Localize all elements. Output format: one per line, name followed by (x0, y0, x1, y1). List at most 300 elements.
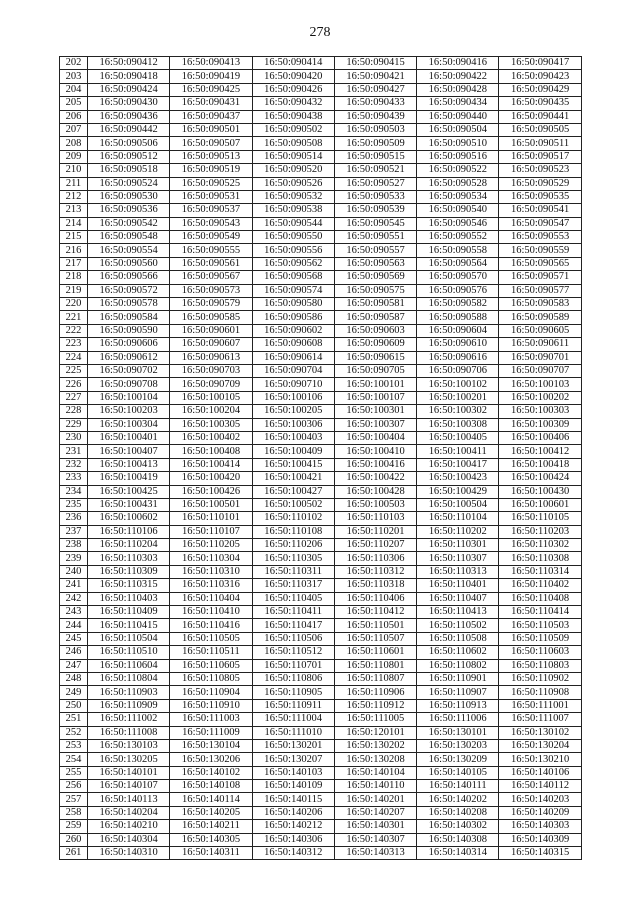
cadastral-number-cell: 16:50:090608 (252, 338, 334, 351)
cadastral-number-cell: 16:50:100304 (88, 418, 170, 431)
table-row (60, 632, 582, 645)
cadastral-number-cell: 16:50:111007 (499, 713, 581, 726)
cadastral-number-cell: 16:50:090522 (417, 164, 499, 177)
cadastral-number-cell: 16:50:110506 (252, 632, 334, 645)
cadastral-number-cell: 16:50:100422 (334, 472, 416, 485)
table-row (60, 565, 582, 578)
cadastral-number-cell: 16:50:110409 (88, 606, 170, 619)
row-number-cell: 211 (60, 177, 88, 190)
row-number-cell: 227 (60, 391, 88, 404)
cadastral-number-cell: 16:50:140211 (170, 820, 252, 833)
cadastral-number-cell: 16:50:110407 (417, 592, 499, 605)
table-row (60, 378, 582, 391)
row-number-cell: 225 (60, 364, 88, 377)
row-number-cell: 216 (60, 244, 88, 257)
cadastral-number-cell: 16:50:110803 (499, 659, 581, 672)
cadastral-number-cell: 16:50:090424 (88, 83, 170, 96)
row-number-cell: 234 (60, 485, 88, 498)
row-number-cell: 204 (60, 83, 88, 96)
cadastral-number-cell: 16:50:140314 (417, 847, 499, 860)
table-row (60, 753, 582, 766)
cadastral-number-cell: 16:50:110910 (170, 699, 252, 712)
cadastral-number-cell: 16:50:090581 (334, 298, 416, 311)
cadastral-number-cell: 16:50:090532 (252, 190, 334, 203)
row-number-cell: 205 (60, 97, 88, 110)
table-row (60, 847, 582, 860)
row-number-cell: 237 (60, 525, 88, 538)
cadastral-number-cell: 16:50:090612 (88, 351, 170, 364)
table-row (60, 539, 582, 552)
cadastral-number-cell: 16:50:110104 (417, 512, 499, 525)
cadastral-number-cell: 16:50:090549 (170, 231, 252, 244)
cadastral-number-cell: 16:50:140205 (170, 806, 252, 819)
cadastral-number-cell: 16:50:090611 (499, 338, 581, 351)
row-number-cell: 254 (60, 753, 88, 766)
table-row (60, 97, 582, 110)
cadastral-number-cell: 16:50:100406 (499, 431, 581, 444)
cadastral-number-cell: 16:50:090582 (417, 298, 499, 311)
cadastral-number-cell: 16:50:090601 (170, 324, 252, 337)
cadastral-number-cell: 16:50:111008 (88, 726, 170, 739)
cadastral-number-cell: 16:50:140114 (170, 793, 252, 806)
page-number: 278 (309, 25, 331, 40)
table-row (60, 739, 582, 752)
table-row (60, 123, 582, 136)
cadastral-number-cell: 16:50:090563 (334, 257, 416, 270)
cadastral-number-cell: 16:50:090590 (88, 324, 170, 337)
cadastral-number-cell: 16:50:090511 (499, 137, 581, 150)
cadastral-number-cell: 16:50:090425 (170, 83, 252, 96)
row-number-cell: 235 (60, 498, 88, 511)
row-number-cell: 232 (60, 458, 88, 471)
table-row (60, 231, 582, 244)
cadastral-number-cell: 16:50:100419 (88, 472, 170, 485)
table-row (60, 619, 582, 632)
cadastral-number-cell: 16:50:090529 (499, 177, 581, 190)
cadastral-number-cell: 16:50:100309 (499, 418, 581, 431)
cadastral-number-cell: 16:50:110416 (170, 619, 252, 632)
cadastral-number-cell: 16:50:100301 (334, 405, 416, 418)
cadastral-number-table (59, 56, 582, 860)
cadastral-number-cell: 16:50:111009 (170, 726, 252, 739)
cadastral-number-cell: 16:50:090414 (252, 57, 334, 70)
cadastral-number-cell: 16:50:090427 (334, 83, 416, 96)
cadastral-number-cell: 16:50:090585 (170, 311, 252, 324)
cadastral-number-cell: 16:50:090531 (170, 190, 252, 203)
row-number-cell: 233 (60, 472, 88, 485)
cadastral-number-cell: 16:50:110203 (499, 525, 581, 538)
cadastral-number-cell: 16:50:140209 (499, 806, 581, 819)
cadastral-number-cell: 16:50:100205 (252, 405, 334, 418)
table-row (60, 686, 582, 699)
table-row (60, 793, 582, 806)
cadastral-number-cell: 16:50:110605 (170, 659, 252, 672)
row-number-cell: 244 (60, 619, 88, 632)
cadastral-number-cell: 16:50:090579 (170, 298, 252, 311)
cadastral-number-cell: 16:50:100430 (499, 485, 581, 498)
cadastral-number-cell: 16:50:100409 (252, 445, 334, 458)
cadastral-number-cell: 16:50:090515 (334, 150, 416, 163)
cadastral-number-cell: 16:50:090530 (88, 190, 170, 203)
cadastral-number-cell: 16:50:110602 (417, 646, 499, 659)
cadastral-number-cell: 16:50:090434 (417, 97, 499, 110)
table-row (60, 552, 582, 565)
cadastral-number-cell: 16:50:111006 (417, 713, 499, 726)
cadastral-number-cell: 16:50:140212 (252, 820, 334, 833)
row-number-cell: 259 (60, 820, 88, 833)
cadastral-number-cell: 16:50:110305 (252, 552, 334, 565)
cadastral-number-cell: 16:50:100411 (417, 445, 499, 458)
cadastral-number-cell: 16:50:090708 (88, 378, 170, 391)
cadastral-number-cell: 16:50:100403 (252, 431, 334, 444)
cadastral-number-cell: 16:50:090422 (417, 70, 499, 83)
table-body (60, 57, 582, 860)
cadastral-number-cell: 16:50:100105 (170, 391, 252, 404)
table-row (60, 150, 582, 163)
cadastral-number-cell: 16:50:100429 (417, 485, 499, 498)
cadastral-number-cell: 16:50:090702 (88, 364, 170, 377)
cadastral-number-cell: 16:50:140103 (252, 766, 334, 779)
cadastral-number-cell: 16:50:140302 (417, 820, 499, 833)
cadastral-number-cell: 16:50:110907 (417, 686, 499, 699)
cadastral-number-cell: 16:50:130202 (334, 739, 416, 752)
cadastral-number-cell: 16:50:100308 (417, 418, 499, 431)
cadastral-number-cell: 16:50:110414 (499, 606, 581, 619)
cadastral-number-cell: 16:50:100407 (88, 445, 170, 458)
cadastral-number-cell: 16:50:111002 (88, 713, 170, 726)
table-row (60, 177, 582, 190)
table-row (60, 699, 582, 712)
cadastral-number-cell: 16:50:110406 (334, 592, 416, 605)
cadastral-number-cell: 16:50:110504 (88, 632, 170, 645)
table-row (60, 217, 582, 230)
cadastral-number-cell: 16:50:110901 (417, 672, 499, 685)
cadastral-number-cell: 16:50:100424 (499, 472, 581, 485)
cadastral-number-cell: 16:50:090534 (417, 190, 499, 203)
row-number-cell: 257 (60, 793, 88, 806)
cadastral-number-cell: 16:50:140110 (334, 780, 416, 793)
cadastral-number-cell: 16:50:110308 (499, 552, 581, 565)
cadastral-number-cell: 16:50:140206 (252, 806, 334, 819)
table-row (60, 405, 582, 418)
table-row (60, 472, 582, 485)
table-row (60, 659, 582, 672)
cadastral-number-cell: 16:50:140301 (334, 820, 416, 833)
cadastral-number-cell: 16:50:090523 (499, 164, 581, 177)
cadastral-number-cell: 16:50:110903 (88, 686, 170, 699)
cadastral-number-cell: 16:50:090559 (499, 244, 581, 257)
cadastral-number-cell: 16:50:090419 (170, 70, 252, 83)
cadastral-number-cell: 16:50:100106 (252, 391, 334, 404)
cadastral-number-cell: 16:50:110508 (417, 632, 499, 645)
cadastral-number-cell: 16:50:090587 (334, 311, 416, 324)
row-number-cell: 260 (60, 833, 88, 846)
cadastral-number-cell: 16:50:100418 (499, 458, 581, 471)
cadastral-number-cell: 16:50:110415 (88, 619, 170, 632)
cadastral-number-cell: 16:50:090576 (417, 284, 499, 297)
table-row (60, 70, 582, 83)
cadastral-number-cell: 16:50:090566 (88, 271, 170, 284)
cadastral-number-cell: 16:50:110302 (499, 539, 581, 552)
cadastral-number-cell: 16:50:090557 (334, 244, 416, 257)
table-row (60, 164, 582, 177)
cadastral-number-cell: 16:50:100420 (170, 472, 252, 485)
cadastral-number-cell: 16:50:110701 (252, 659, 334, 672)
cadastral-number-cell: 16:50:090580 (252, 298, 334, 311)
cadastral-number-cell: 16:50:110503 (499, 619, 581, 632)
cadastral-number-cell: 16:50:090437 (170, 110, 252, 123)
cadastral-number-cell: 16:50:090513 (170, 150, 252, 163)
cadastral-number-cell: 16:50:110405 (252, 592, 334, 605)
cadastral-number-cell: 16:50:090510 (417, 137, 499, 150)
table-row (60, 646, 582, 659)
cadastral-number-cell: 16:50:100425 (88, 485, 170, 498)
row-number-cell: 220 (60, 298, 88, 311)
cadastral-number-cell: 16:50:090583 (499, 298, 581, 311)
cadastral-number-cell: 16:50:090543 (170, 217, 252, 230)
cadastral-number-cell: 16:50:090418 (88, 70, 170, 83)
cadastral-number-cell: 16:50:090569 (334, 271, 416, 284)
cadastral-number-cell: 16:50:110413 (417, 606, 499, 619)
cadastral-number-cell: 16:50:130209 (417, 753, 499, 766)
cadastral-number-cell: 16:50:090561 (170, 257, 252, 270)
cadastral-number-cell: 16:50:110204 (88, 539, 170, 552)
table-row (60, 766, 582, 779)
cadastral-number-cell: 16:50:110909 (88, 699, 170, 712)
cadastral-number-cell: 16:50:090554 (88, 244, 170, 257)
cadastral-number-cell: 16:50:090527 (334, 177, 416, 190)
cadastral-number-cell: 16:50:100408 (170, 445, 252, 458)
cadastral-number-cell: 16:50:100101 (334, 378, 416, 391)
cadastral-number-cell: 16:50:130208 (334, 753, 416, 766)
cadastral-number-cell: 16:50:090431 (170, 97, 252, 110)
cadastral-number-cell: 16:50:100421 (252, 472, 334, 485)
cadastral-number-cell: 16:50:090542 (88, 217, 170, 230)
cadastral-number-cell: 16:50:090442 (88, 123, 170, 136)
row-number-cell: 206 (60, 110, 88, 123)
cadastral-number-cell: 16:50:110107 (170, 525, 252, 538)
cadastral-number-cell: 16:50:110408 (499, 592, 581, 605)
cadastral-number-cell: 16:50:090516 (417, 150, 499, 163)
cadastral-number-cell: 16:50:111005 (334, 713, 416, 726)
cadastral-number-cell: 16:50:140202 (417, 793, 499, 806)
cadastral-number-cell: 16:50:110510 (88, 646, 170, 659)
row-number-cell: 249 (60, 686, 88, 699)
cadastral-number-cell: 16:50:140305 (170, 833, 252, 846)
row-number-cell: 240 (60, 565, 88, 578)
cadastral-number-cell: 16:50:110402 (499, 579, 581, 592)
table-row (60, 110, 582, 123)
cadastral-number-cell: 16:50:140111 (417, 780, 499, 793)
cadastral-number-cell: 16:50:110309 (88, 565, 170, 578)
cadastral-number-cell: 16:50:110101 (170, 512, 252, 525)
cadastral-number-cell: 16:50:110206 (252, 539, 334, 552)
cadastral-number-cell: 16:50:090701 (499, 351, 581, 364)
cadastral-number-cell: 16:50:090616 (417, 351, 499, 364)
cadastral-number-cell: 16:50:100431 (88, 498, 170, 511)
cadastral-number-cell: 16:50:090604 (417, 324, 499, 337)
cadastral-number-cell: 16:50:100306 (252, 418, 334, 431)
cadastral-number-cell: 16:50:090417 (499, 57, 581, 70)
cadastral-number-cell: 16:50:100415 (252, 458, 334, 471)
cadastral-number-cell: 16:50:140112 (499, 780, 581, 793)
cadastral-number-cell: 16:50:140113 (88, 793, 170, 806)
cadastral-number-cell: 16:50:120101 (334, 726, 416, 739)
cadastral-number-cell: 16:50:090537 (170, 204, 252, 217)
cadastral-number-cell: 16:50:090577 (499, 284, 581, 297)
cadastral-number-cell: 16:50:110911 (252, 699, 334, 712)
cadastral-number-cell: 16:50:090436 (88, 110, 170, 123)
cadastral-number-cell: 16:50:110410 (170, 606, 252, 619)
row-number-cell: 236 (60, 512, 88, 525)
cadastral-number-cell: 16:50:100204 (170, 405, 252, 418)
cadastral-number-cell: 16:50:090539 (334, 204, 416, 217)
cadastral-number-cell: 16:50:090416 (417, 57, 499, 70)
cadastral-number-cell: 16:50:090553 (499, 231, 581, 244)
cadastral-number-cell: 16:50:090564 (417, 257, 499, 270)
cadastral-number-cell: 16:50:100601 (499, 498, 581, 511)
cadastral-number-cell: 16:50:090552 (417, 231, 499, 244)
cadastral-number-cell: 16:50:090547 (499, 217, 581, 230)
cadastral-number-cell: 16:50:140304 (88, 833, 170, 846)
row-number-cell: 246 (60, 646, 88, 659)
cadastral-number-cell: 16:50:100401 (88, 431, 170, 444)
cadastral-number-cell: 16:50:140309 (499, 833, 581, 846)
cadastral-number-cell: 16:50:090514 (252, 150, 334, 163)
cadastral-number-cell: 16:50:140303 (499, 820, 581, 833)
cadastral-number-cell: 16:50:140210 (88, 820, 170, 833)
row-number-cell: 247 (60, 659, 88, 672)
cadastral-number-cell: 16:50:090550 (252, 231, 334, 244)
cadastral-number-cell: 16:50:090614 (252, 351, 334, 364)
cadastral-number-cell: 16:50:110806 (252, 672, 334, 685)
cadastral-number-cell: 16:50:110908 (499, 686, 581, 699)
cadastral-number-cell: 16:50:090413 (170, 57, 252, 70)
cadastral-number-cell: 16:50:090505 (499, 123, 581, 136)
table-row (60, 672, 582, 685)
row-number-cell: 221 (60, 311, 88, 324)
row-number-cell: 209 (60, 150, 88, 163)
row-number-cell: 239 (60, 552, 88, 565)
table-row (60, 806, 582, 819)
cadastral-number-cell: 16:50:100302 (417, 405, 499, 418)
table-row (60, 431, 582, 444)
cadastral-number-cell: 16:50:090551 (334, 231, 416, 244)
cadastral-number-cell: 16:50:110105 (499, 512, 581, 525)
cadastral-number-cell: 16:50:090572 (88, 284, 170, 297)
cadastral-number-cell: 16:50:100416 (334, 458, 416, 471)
row-number-cell: 245 (60, 632, 88, 645)
cadastral-number-cell: 16:50:130210 (499, 753, 581, 766)
row-number-cell: 207 (60, 123, 88, 136)
cadastral-number-cell: 16:50:090605 (499, 324, 581, 337)
cadastral-number-cell: 16:50:110317 (252, 579, 334, 592)
cadastral-number-cell: 16:50:100405 (417, 431, 499, 444)
cadastral-number-cell: 16:50:110307 (417, 552, 499, 565)
cadastral-number-cell: 16:50:140312 (252, 847, 334, 860)
row-number-cell: 255 (60, 766, 88, 779)
cadastral-number-cell: 16:50:100202 (499, 391, 581, 404)
cadastral-number-cell: 16:50:090421 (334, 70, 416, 83)
cadastral-number-cell: 16:50:090517 (499, 150, 581, 163)
table-row (60, 311, 582, 324)
cadastral-number-cell: 16:50:100404 (334, 431, 416, 444)
cadastral-number-cell: 16:50:090524 (88, 177, 170, 190)
cadastral-number-cell: 16:50:110106 (88, 525, 170, 538)
cadastral-number-cell: 16:50:110511 (170, 646, 252, 659)
cadastral-number-cell: 16:50:110201 (334, 525, 416, 538)
cadastral-number-cell: 16:50:090710 (252, 378, 334, 391)
cadastral-number-cell: 16:50:140313 (334, 847, 416, 860)
row-number-cell: 252 (60, 726, 88, 739)
cadastral-number-cell: 16:50:090703 (170, 364, 252, 377)
cadastral-number-cell: 16:50:110804 (88, 672, 170, 685)
cadastral-number-cell: 16:50:110314 (499, 565, 581, 578)
table-row (60, 458, 582, 471)
row-number-cell: 214 (60, 217, 88, 230)
cadastral-number-cell: 16:50:140106 (499, 766, 581, 779)
cadastral-number-cell: 16:50:090412 (88, 57, 170, 70)
cadastral-number-cell: 16:50:111003 (170, 713, 252, 726)
cadastral-number-cell: 16:50:110313 (417, 565, 499, 578)
cadastral-number-cell: 16:50:090528 (417, 177, 499, 190)
cadastral-number-cell: 16:50:110312 (334, 565, 416, 578)
cadastral-number-cell: 16:50:140204 (88, 806, 170, 819)
cadastral-number-cell: 16:50:110601 (334, 646, 416, 659)
cadastral-number-cell: 16:50:090438 (252, 110, 334, 123)
cadastral-number-cell: 16:50:110902 (499, 672, 581, 685)
cadastral-number-cell: 16:50:090503 (334, 123, 416, 136)
cadastral-number-cell: 16:50:110913 (417, 699, 499, 712)
table-row (60, 284, 582, 297)
row-number-cell: 241 (60, 579, 88, 592)
cadastral-number-cell: 16:50:090435 (499, 97, 581, 110)
cadastral-number-cell: 16:50:090606 (88, 338, 170, 351)
cadastral-number-cell: 16:50:090501 (170, 123, 252, 136)
cadastral-number-cell: 16:50:100417 (417, 458, 499, 471)
cadastral-number-cell: 16:50:130104 (170, 739, 252, 752)
table-row (60, 485, 582, 498)
cadastral-number-cell: 16:50:090558 (417, 244, 499, 257)
row-number-cell: 215 (60, 231, 88, 244)
cadastral-number-cell: 16:50:110603 (499, 646, 581, 659)
cadastral-number-cell: 16:50:130201 (252, 739, 334, 752)
cadastral-number-cell: 16:50:090613 (170, 351, 252, 364)
cadastral-number-cell: 16:50:140105 (417, 766, 499, 779)
cadastral-number-cell: 16:50:140207 (334, 806, 416, 819)
cadastral-number-cell: 16:50:110103 (334, 512, 416, 525)
cadastral-number-cell: 16:50:090588 (417, 311, 499, 324)
table-row (60, 351, 582, 364)
row-number-cell: 202 (60, 57, 88, 70)
row-number-cell: 223 (60, 338, 88, 351)
cadastral-number-cell: 16:50:090518 (88, 164, 170, 177)
cadastral-number-cell: 16:50:090706 (417, 364, 499, 377)
cadastral-number-cell: 16:50:090432 (252, 97, 334, 110)
row-number-cell: 238 (60, 539, 88, 552)
cadastral-number-cell: 16:50:090570 (417, 271, 499, 284)
cadastral-number-cell: 16:50:110509 (499, 632, 581, 645)
cadastral-number-cell: 16:50:090426 (252, 83, 334, 96)
table-row (60, 338, 582, 351)
table-row (60, 271, 582, 284)
cadastral-number-cell: 16:50:090440 (417, 110, 499, 123)
cadastral-number-cell: 16:50:100107 (334, 391, 416, 404)
cadastral-number-cell: 16:50:090430 (88, 97, 170, 110)
cadastral-number-cell: 16:50:110501 (334, 619, 416, 632)
cadastral-number-cell: 16:50:110411 (252, 606, 334, 619)
table-row (60, 257, 582, 270)
